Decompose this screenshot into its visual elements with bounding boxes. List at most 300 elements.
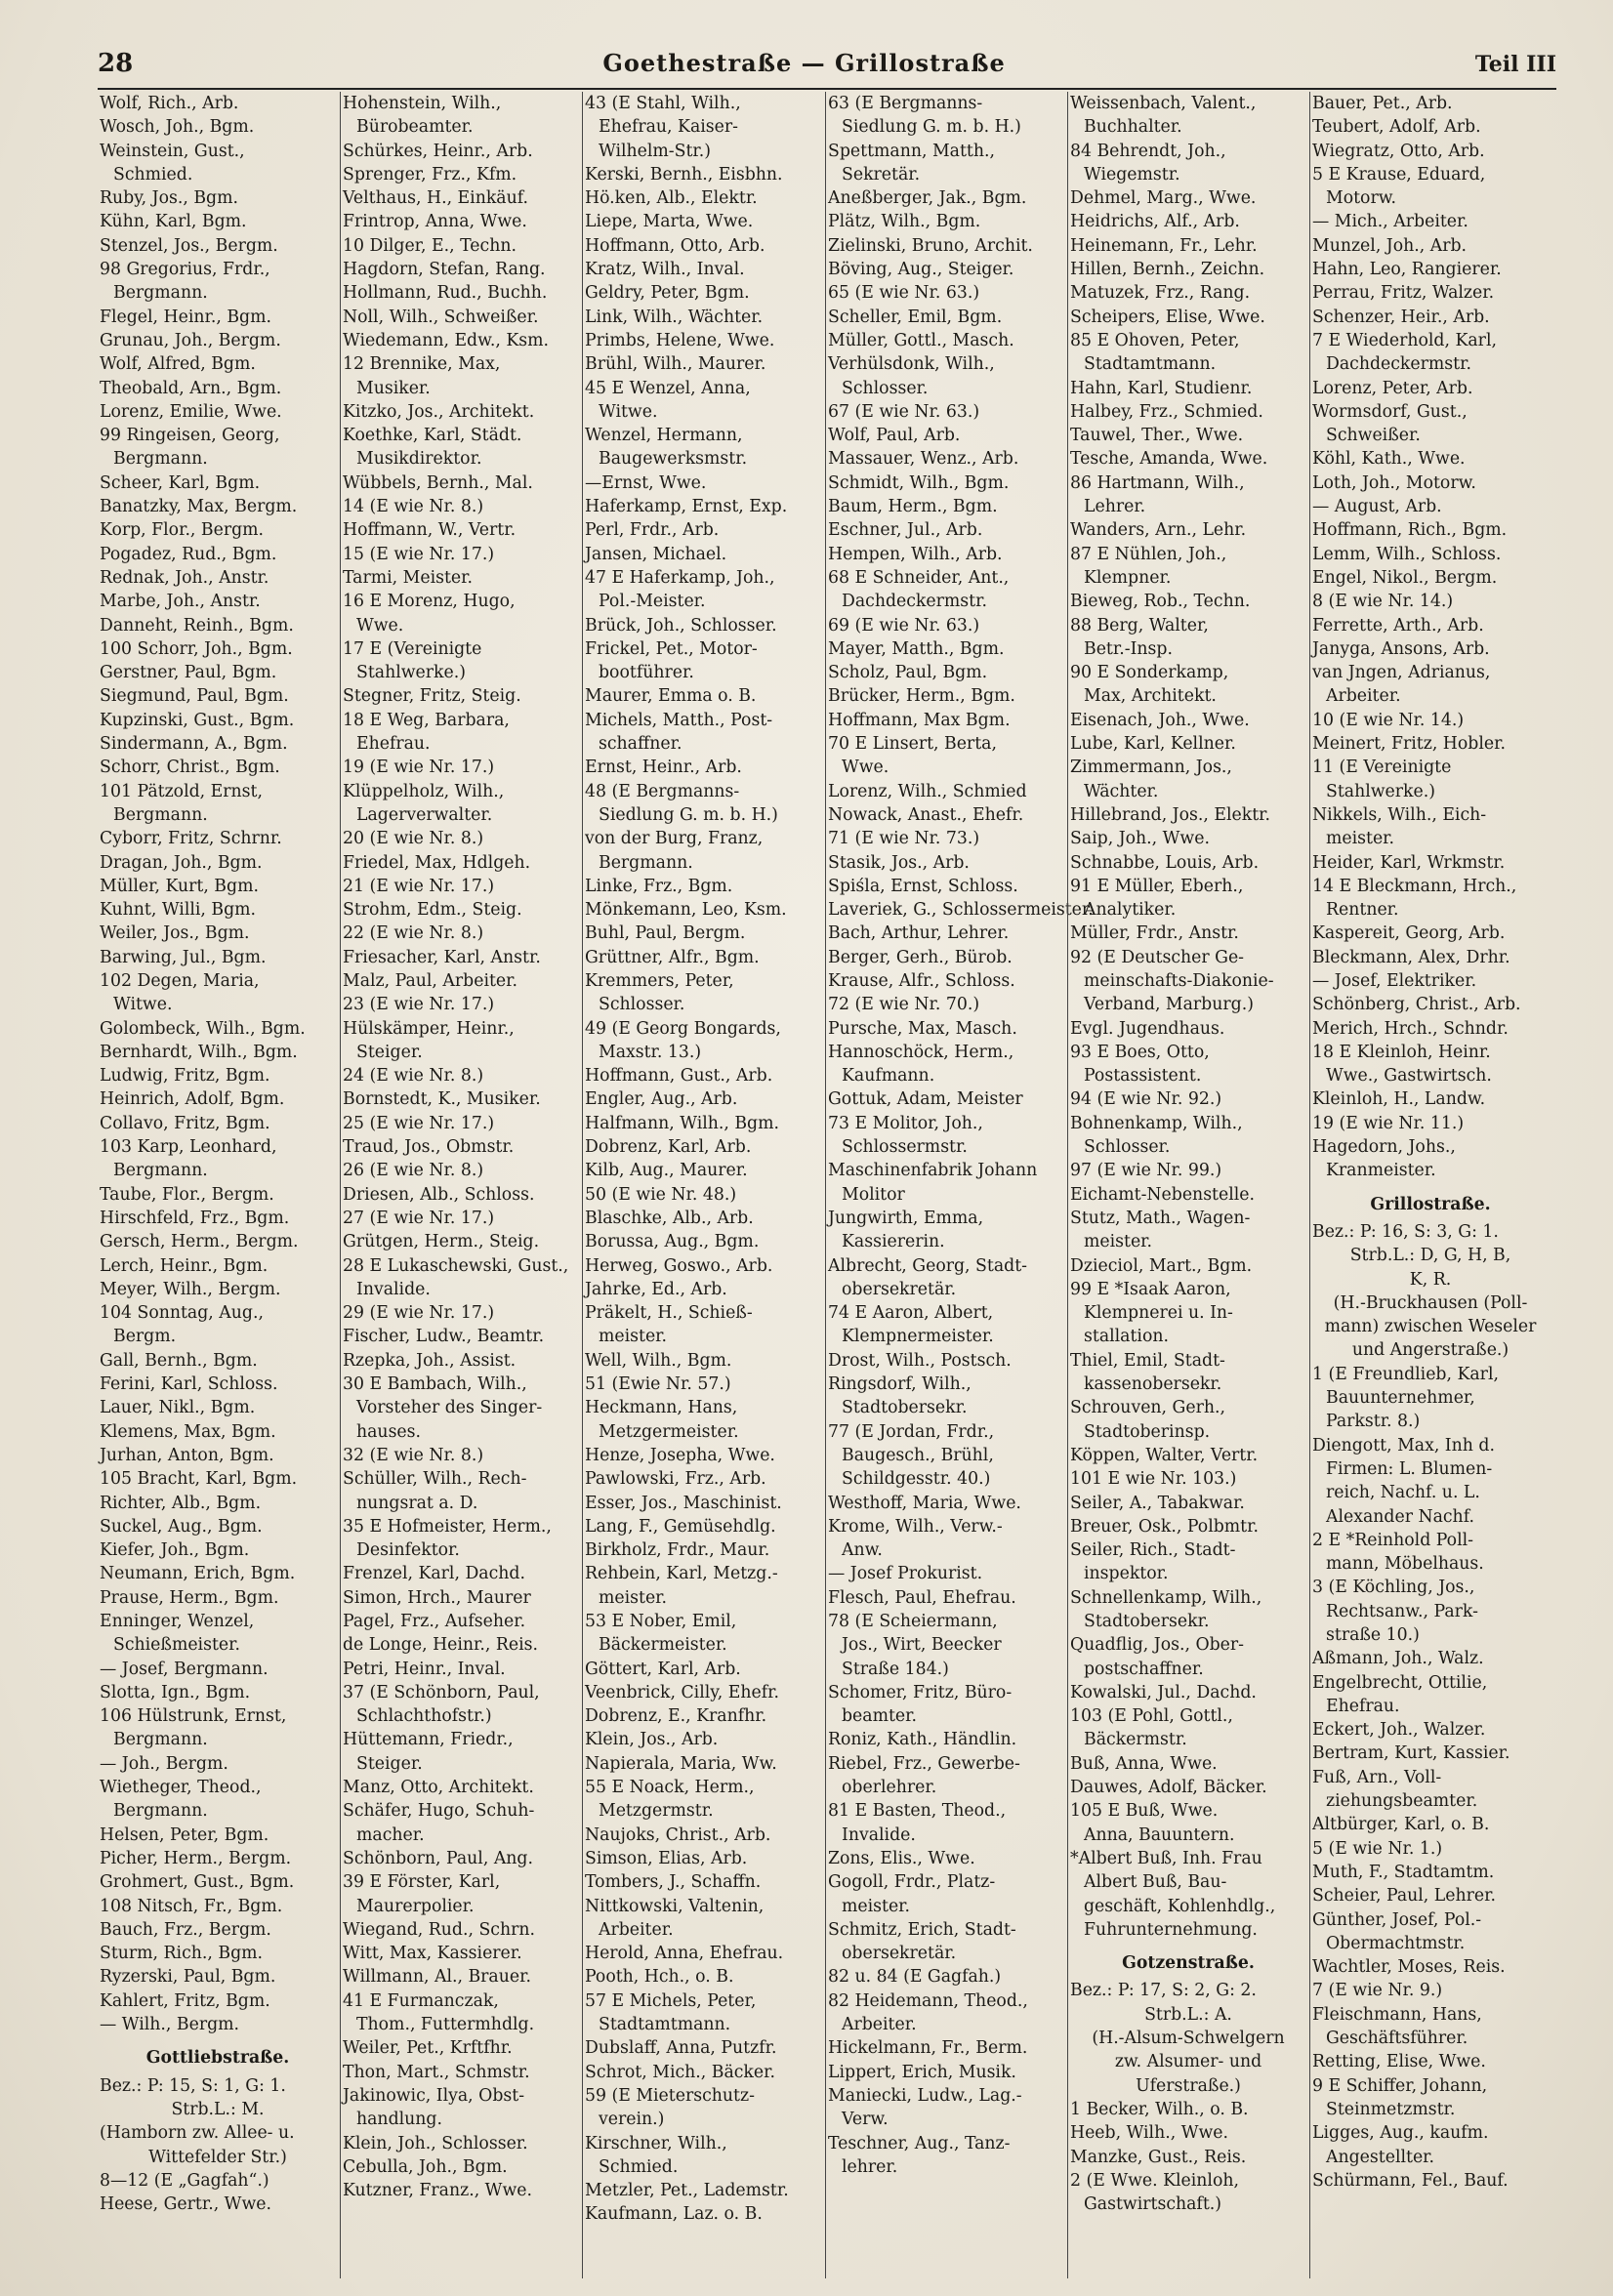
directory-entry: 55 E Noack, Herm., — [585, 1778, 755, 1798]
directory-entry: Petri, Heinr., Inval. — [343, 1659, 506, 1679]
directory-entry: Seiler, A., Tabakwar. — [1070, 1493, 1245, 1513]
directory-entry: Analytiker. — [1084, 900, 1177, 921]
directory-entry: Flegel, Heinr., Bgm. — [100, 307, 271, 327]
directory-entry: 19 (E wie Nr. 11.) — [1312, 1113, 1465, 1133]
directory-entry: meister. — [599, 1327, 668, 1347]
directory-entry: Schüller, Wilh., Rech- — [343, 1469, 527, 1490]
directory-entry: Metzler, Pet., Lademstr. — [585, 2181, 789, 2201]
directory-entry: Motorw. — [1326, 188, 1396, 209]
directory-entry: 51 (Ewie Nr. 57.) — [585, 1374, 731, 1395]
directory-entry: Schweißer. — [1326, 426, 1421, 446]
directory-entry: hauses. — [356, 1421, 422, 1442]
directory-entry: Metzgermeister. — [599, 1421, 739, 1442]
directory-entry: Dzieciol, Mart., Bgm. — [1070, 1255, 1253, 1276]
directory-entry: Schlachthofstr.) — [356, 1706, 492, 1727]
directory-entry: 1 (E Freundlieb, Karl, — [1312, 1364, 1499, 1384]
directory-entry: Eisenach, Joh., Wwe. — [1070, 710, 1250, 730]
directory-entry: Hillebrand, Jos., Elektr. — [1070, 804, 1271, 825]
directory-entry: Siedlung G. m. b. H.) — [599, 804, 778, 825]
directory-entry: Nikkels, Wilh., Eich- — [1312, 804, 1487, 825]
directory-entry: Kranmeister. — [1326, 1161, 1436, 1181]
directory-entry: Arbeiter. — [599, 1919, 674, 1940]
directory-entry: Stenzel, Jos., Bergm. — [100, 235, 278, 256]
directory-entry: Taube, Flor., Bergm. — [100, 1184, 274, 1205]
directory-entry: Thon, Mart., Schmstr. — [343, 2062, 530, 2082]
directory-entry: Wormsdorf, Gust., — [1312, 401, 1468, 422]
directory-column-1 — [98, 92, 338, 2278]
directory-entry: Müller, Frdr., Anstr. — [1070, 923, 1239, 944]
directory-entry: Loth, Joh., Motorw. — [1312, 472, 1476, 493]
directory-entry: Thom., Futtermhdlg. — [356, 2015, 535, 2035]
directory-entry: Göttert, Karl, Arb. — [585, 1659, 741, 1679]
directory-entry: Engler, Aug., Arb. — [585, 1089, 738, 1110]
directory-entry: Bernhardt, Wilh., Bgm. — [100, 1042, 298, 1062]
directory-entry: Ludwig, Fritz, Bgm. — [100, 1066, 270, 1086]
directory-entry: Danneht, Reinh., Bgm. — [100, 615, 294, 636]
directory-entry: Driesen, Alb., Schloss. — [343, 1184, 535, 1205]
directory-entry: Kerski, Bernh., Eisbhn. — [585, 164, 783, 184]
running-title-dash: — — [801, 49, 826, 77]
directory-entry: Hahn, Karl, Studienr. — [1070, 378, 1253, 398]
directory-entry: Gastwirtschaft.) — [1084, 2194, 1222, 2215]
directory-entry: Bez.: P: 15, S: 1, G: 1. — [100, 2075, 286, 2096]
directory-entry: stallation. — [1084, 1327, 1169, 1347]
directory-entry: Lorenz, Peter, Arb. — [1312, 378, 1473, 398]
directory-entry: 26 (E wie Nr. 8.) — [343, 1161, 484, 1181]
directory-entry: Schönborn, Paul, Ang. — [343, 1848, 533, 1868]
directory-entry: Invalide. — [356, 1279, 431, 1299]
directory-entry: Lorenz, Wilh., Schmied — [828, 781, 1027, 801]
directory-entry: 8 (E wie Nr. 14.) — [1312, 592, 1454, 612]
directory-entry: Bertram, Kurt, Kassier. — [1312, 1743, 1510, 1764]
directory-entry: 23 (E wie Nr. 17.) — [343, 995, 495, 1015]
directory-entry: Ehefrau, Kaiser- — [599, 117, 738, 138]
directory-entry: Pagel, Frz., Aufseher. — [343, 1612, 526, 1631]
directory-entry: Kühn, Karl, Bgm. — [100, 212, 247, 232]
directory-entry: Meinert, Fritz, Hobler. — [1312, 734, 1506, 755]
directory-entry: Uferstraße.) — [1136, 2075, 1241, 2096]
directory-entry: Ehefrau. — [1326, 1696, 1400, 1716]
directory-entry: Wachtler, Moses, Reis. — [1312, 1957, 1506, 1978]
directory-entry: 53 E Nober, Emil, — [585, 1612, 737, 1631]
directory-entry: 78 (E Scheiermann, — [828, 1612, 998, 1631]
directory-entry: Frickel, Pet., Motor- — [585, 638, 758, 659]
directory-entry: Richter, Alb., Bgm. — [100, 1493, 262, 1513]
page-number: 28 — [98, 49, 134, 78]
directory-entry: Gerstner, Paul, Bgm. — [100, 663, 277, 683]
directory-entry: Anna, Bauuntern. — [1084, 1824, 1235, 1845]
directory-entry: Fleischmann, Hans, — [1312, 2004, 1482, 2025]
directory-entry: Mönkemann, Leo, Ksm. — [585, 900, 787, 921]
directory-entry: 108 Nitsch, Fr., Bgm. — [100, 1896, 283, 1916]
directory-entry: Schlosser. — [599, 995, 685, 1015]
directory-entry: 99 E *Isaak Aaron, — [1070, 1279, 1231, 1299]
directory-entry: Neumann, Erich, Bgm. — [100, 1564, 296, 1584]
directory-entry: — August, Arb. — [1312, 497, 1442, 517]
directory-entry: Suckel, Aug., Bgm. — [100, 1516, 263, 1537]
directory-entry: Bleckmann, Alex, Drhr. — [1312, 947, 1510, 967]
directory-entry: Müller, Gottl., Masch. — [828, 330, 1014, 350]
directory-entry: Hoffmann, Otto, Arb. — [585, 235, 765, 256]
directory-entry: Rehbein, Karl, Metzg.- — [585, 1564, 778, 1584]
directory-entry: Stahlwerke.) — [1326, 781, 1435, 801]
directory-entry: Jansen, Michael. — [585, 544, 727, 564]
directory-entry: kassenobersekr. — [1084, 1374, 1222, 1395]
directory-entry: 18 E Kleinloh, Heinr. — [1312, 1042, 1491, 1062]
directory-entry: Ligges, Aug., kaufm. — [1312, 2123, 1489, 2144]
directory-entry: Westhoff, Maria, Wwe. — [828, 1493, 1021, 1513]
directory-entry: 90 E Sonderkamp, — [1070, 663, 1229, 683]
directory-entry: 84 Behrendt, Joh., — [1070, 141, 1226, 161]
directory-entry: Prause, Herm., Bgm. — [100, 1587, 279, 1608]
directory-entry: 97 (E wie Nr. 99.) — [1070, 1161, 1222, 1181]
directory-entry: Wiegratz, Otto, Arb. — [1312, 141, 1485, 161]
directory-entry: Bergmann. — [113, 1730, 208, 1750]
directory-entry: Verw. — [842, 2110, 889, 2130]
directory-entry: 21 (E wie Nr. 17.) — [343, 876, 495, 896]
directory-entry: Tarmi, Meister. — [343, 567, 473, 588]
directory-entry: Sindermann, A., Bgm. — [100, 734, 288, 755]
directory-entry: Linke, Frz., Bgm. — [585, 876, 733, 896]
directory-entry: Hohenstein, Wilh., — [343, 94, 502, 113]
directory-entry: 49 (E Georg Bongards, — [585, 1018, 781, 1039]
directory-entry: Bohnenkamp, Wilh., — [1070, 1113, 1243, 1133]
directory-entry: Grüttner, Alfr., Bgm. — [585, 947, 760, 967]
directory-entry: Weiler, Pet., Krftfhr. — [343, 2038, 513, 2059]
directory-entry: Ferini, Karl, Schloss. — [100, 1374, 278, 1395]
directory-entry: Jos., Wirt, Beecker — [842, 1635, 1002, 1656]
directory-entry: lehrer. — [842, 2156, 898, 2177]
directory-entry: Stasik, Jos., Arb. — [828, 852, 970, 873]
directory-entry: Böving, Aug., Steiger. — [828, 260, 1014, 280]
directory-entry: postschaffner. — [1084, 1659, 1204, 1679]
directory-entry: Helsen, Peter, Bgm. — [100, 1824, 269, 1845]
directory-entry: 39 E Förster, Karl, — [343, 1872, 501, 1893]
directory-entry: Bergmann. — [113, 283, 208, 304]
directory-entry: Retting, Elise, Wwe. — [1312, 2052, 1486, 2072]
directory-entry: handlung. — [356, 2110, 442, 2130]
directory-entry: 10 (E wie Nr. 14.) — [1312, 710, 1465, 730]
directory-entry: 82 u. 84 (E Gagfah.) — [828, 1967, 1002, 1988]
directory-entry: Müller, Kurt, Bgm. — [100, 876, 259, 896]
directory-entry: Thiel, Emil, Stadt- — [1070, 1350, 1225, 1371]
directory-entry: Heckmann, Hans, — [585, 1398, 738, 1418]
directory-entry: Theobald, Arn., Bgm. — [100, 378, 282, 398]
directory-entry: Schrouven, Gerh., — [1070, 1398, 1225, 1418]
directory-entry: Willmann, Al., Brauer. — [343, 1967, 531, 1988]
directory-entry: 87 E Nühlen, Joh., — [1070, 544, 1227, 564]
directory-entry: Pogadez, Rud., Bgm. — [100, 544, 277, 564]
directory-entry: Laveriek, G., Schlossermeister. — [828, 900, 1094, 921]
directory-entry: Witwe. — [599, 401, 658, 422]
directory-entry: Sprenger, Frz., Kfm. — [343, 164, 517, 184]
directory-entry: Kilb, Aug., Maurer. — [585, 1161, 748, 1181]
directory-entry: Klein, Jos., Arb. — [585, 1730, 719, 1750]
directory-entry: 7 E Wiederhold, Karl, — [1312, 330, 1497, 350]
directory-entry: Witwe. — [113, 995, 173, 1015]
directory-entry: Golombeck, Wilh., Bgm. — [100, 1018, 306, 1039]
directory-entry: 72 (E wie Nr. 70.) — [828, 995, 980, 1015]
directory-entry: Stadtamtmann. — [599, 2015, 731, 2035]
directory-entry: Verband, Marburg.) — [1084, 995, 1254, 1015]
directory-entry: Tauwel, Ther., Wwe. — [1070, 426, 1244, 446]
directory-entry: — Josef Prokurist. — [828, 1564, 983, 1584]
directory-entry: 106 Hülstrunk, Ernst, — [100, 1706, 287, 1727]
directory-entry: Seiler, Rich., Stadt- — [1070, 1540, 1236, 1561]
directory-entry: Roniz, Kath., Händlin. — [828, 1730, 1017, 1750]
street-heading: Gotzenstraße. — [1122, 1953, 1255, 1974]
directory-entry: Arbeiter. — [1326, 686, 1401, 707]
directory-entry: Baum, Herm., Bgm. — [828, 497, 998, 517]
directory-entry: Enninger, Wenzel, — [100, 1612, 255, 1631]
directory-entry: Ehefrau. — [356, 734, 431, 755]
directory-entry: beamter. — [842, 1706, 918, 1727]
directory-entry: obersekretär. — [842, 1279, 957, 1299]
directory-entry: Velthaus, H., Einkäuf. — [343, 188, 529, 209]
directory-entry: Lehrer. — [1084, 497, 1146, 517]
directory-entry: Kratz, Wilh., Inval. — [585, 260, 745, 280]
directory-entry: Pol.-Meister. — [599, 592, 706, 612]
directory-entry: Wübbels, Bernh., Mal. — [343, 472, 533, 493]
directory-entry: Lemm, Wilh., Schloss. — [1312, 544, 1502, 564]
directory-entry: Heeb, Wilh., Wwe. — [1070, 2123, 1228, 2144]
directory-entry: Bieweg, Rob., Techn. — [1070, 592, 1251, 612]
directory-entry: 57 E Michels, Peter, — [585, 1990, 757, 2011]
directory-entry: Rzepka, Joh., Assist. — [343, 1350, 517, 1371]
directory-entry: Wolf, Paul, Arb. — [828, 426, 961, 446]
directory-entry: Grütgen, Herm., Steig. — [343, 1232, 540, 1252]
directory-entry: 93 E Boes, Otto, — [1070, 1042, 1210, 1062]
directory-entry: Zielinski, Bruno, Archit. — [828, 235, 1033, 256]
directory-entry: 101 Pätzold, Ernst, — [100, 781, 263, 801]
directory-entry: Strb.L.: D, G, H, B, — [1349, 1246, 1511, 1266]
directory-entry: — Josef, Bergmann. — [100, 1659, 269, 1679]
directory-entry: Arbeiter. — [842, 2015, 917, 2035]
directory-entry: Heider, Karl, Wrkmstr. — [1312, 852, 1506, 873]
directory-entry: 16 E Morenz, Hugo, — [343, 592, 516, 612]
directory-entry: 88 Berg, Walter, — [1070, 615, 1209, 636]
directory-entry: Rentner. — [1326, 900, 1399, 921]
directory-entry: 28 E Lukaschewski, Gust., — [343, 1255, 569, 1276]
directory-entry: Pooth, Hch., o. B. — [585, 1967, 734, 1988]
directory-entry: Teschner, Aug., Tanz- — [828, 2133, 1011, 2153]
directory-entry: Plätz, Wilh., Bgm. — [828, 212, 981, 232]
directory-entry: Bergmann. — [113, 1161, 208, 1181]
directory-entry: von der Burg, Franz, — [585, 829, 764, 849]
directory-entry: Firmen: L. Blumen- — [1326, 1458, 1493, 1479]
directory-entry: Ferrette, Arth., Arb. — [1312, 615, 1484, 636]
directory-entry: Hempen, Wilh., Arb. — [828, 544, 1003, 564]
directory-entry: Dragan, Joh., Bgm. — [100, 852, 263, 873]
directory-entry: 48 (E Bergmanns- — [585, 781, 740, 801]
directory-entry: Schenzer, Heir., Arb. — [1312, 307, 1490, 327]
directory-entry: 25 (E wie Nr. 17.) — [343, 1113, 495, 1133]
directory-entry: Angestellter. — [1326, 2147, 1435, 2167]
directory-entry: Schnellenkamp, Wilh., — [1070, 1587, 1262, 1608]
directory-entry: 50 (E wie Nr. 48.) — [585, 1184, 737, 1205]
directory-entry: Wiedemann, Edw., Ksm. — [343, 330, 549, 350]
directory-entry: Schorr, Christ., Bgm. — [100, 758, 280, 778]
directory-entry: Maurer, Emma o. B. — [585, 686, 757, 707]
directory-entry: Straße 184.) — [842, 1659, 949, 1679]
directory-column-2 — [340, 92, 581, 2278]
directory-entry: zw. Alsumer- und — [1114, 2052, 1262, 2072]
directory-entry: Musikdirektor. — [356, 449, 482, 470]
directory-entry: 91 E Müller, Eberh., — [1070, 876, 1244, 896]
directory-entry: Scheller, Emil, Bgm. — [828, 307, 1003, 327]
directory-entry: Brück, Joh., Schlosser. — [585, 615, 777, 636]
directory-entry: Schönberg, Christ., Arb. — [1312, 995, 1521, 1015]
directory-entry: 99 Ringeisen, Georg, — [100, 426, 280, 446]
directory-entry: Klempnerei u. In- — [1084, 1303, 1233, 1324]
directory-entry: Weinstein, Gust., — [100, 141, 245, 161]
directory-entry: Frintrop, Anna, Wwe. — [343, 212, 527, 232]
directory-entry: Krome, Wilh., Verw.- — [828, 1516, 1003, 1537]
directory-entry: reich, Nachf. u. L. — [1326, 1483, 1480, 1503]
directory-entry: Ringsdorf, Wilh., — [828, 1374, 972, 1395]
directory-entry: Riebel, Frz., Gewerbe- — [828, 1753, 1020, 1774]
directory-entry: 94 (E wie Nr. 92.) — [1070, 1089, 1222, 1110]
directory-entry: (Hamborn zw. Allee- u. — [100, 2123, 295, 2144]
directory-entry: (H.-Bruckhausen (Poll- — [1333, 1292, 1528, 1313]
directory-entry: Gottuk, Adam, Meister — [828, 1089, 1023, 1110]
directory-entry: 9 E Schiffer, Johann, — [1312, 2075, 1488, 2096]
directory-entry: Krause, Alfr., Schloss. — [828, 970, 1015, 991]
directory-entry: inspektor. — [1084, 1564, 1169, 1584]
directory-entry: Hagdorn, Stefan, Rang. — [343, 260, 546, 280]
directory-entry: Meyer, Wilh., Bergm. — [100, 1279, 281, 1299]
directory-entry: Lagerverwalter. — [356, 804, 493, 825]
directory-entry: Stutz, Math., Wagen- — [1070, 1208, 1251, 1228]
directory-entry: Saip, Joh., Wwe. — [1070, 829, 1210, 849]
directory-entry: Korp, Flor., Bergm. — [100, 520, 265, 541]
directory-entry: — Wilh., Bergm. — [100, 2015, 240, 2035]
directory-entry: Well, Wilh., Bgm. — [585, 1350, 732, 1371]
directory-entry: und Angerstraße.) — [1351, 1340, 1510, 1361]
directory-entry: 68 E Schneider, Ant., — [828, 567, 1010, 588]
directory-entry: 32 (E wie Nr. 8.) — [343, 1445, 484, 1465]
directory-entry: Kutzner, Franz., Wwe. — [343, 2181, 532, 2201]
directory-entry: 59 (E Mieterschutz- — [585, 2085, 755, 2106]
directory-entry: 11 (E Vereinigte — [1312, 758, 1452, 778]
directory-entry: 8—12 (E „Gagfah“.) — [100, 2170, 269, 2191]
directory-entry: Schrot, Mich., Bäcker. — [585, 2062, 775, 2082]
directory-entry: meister. — [599, 1587, 668, 1608]
directory-entry: Weissenbach, Valent., — [1070, 94, 1257, 113]
directory-entry: Kleinloh, H., Landw. — [1312, 1089, 1486, 1110]
directory-entry: Bergm. — [113, 1327, 177, 1347]
directory-entry: Koethke, Karl, Städt. — [343, 426, 522, 446]
directory-entry: Schießmeister. — [113, 1635, 240, 1656]
directory-entry: Jurhan, Anton, Bgm. — [100, 1445, 274, 1465]
directory-entry: Friesacher, Karl, Anstr. — [343, 947, 541, 967]
directory-entry: Dauwes, Adolf, Bäcker. — [1070, 1778, 1267, 1798]
directory-entry: Manz, Otto, Architekt. — [343, 1778, 534, 1798]
directory-entry: Eichamt-Nebenstelle. — [1070, 1184, 1256, 1205]
directory-entry: Nittkowski, Valtenin, — [585, 1896, 765, 1916]
directory-entry: Simson, Elias, Arb. — [585, 1848, 748, 1868]
directory-entry: Naujoks, Christ., Arb. — [585, 1824, 771, 1845]
directory-entry: 3 (E Köchling, Jos., — [1312, 1578, 1475, 1598]
directory-entry: Maniecki, Ludw., Lag.- — [828, 2085, 1022, 2106]
directory-entry: Massauer, Wenz., Arb. — [828, 449, 1019, 470]
directory-entry: Pursche, Max, Masch. — [828, 1018, 1017, 1039]
directory-entry: Scheipers, Elise, Wwe. — [1070, 307, 1265, 327]
directory-entry: 81 E Basten, Theod., — [828, 1801, 1007, 1822]
directory-entry: Perrau, Fritz, Walzer. — [1312, 283, 1495, 304]
directory-entry: nungsrat a. D. — [356, 1493, 478, 1513]
directory-entry: Engel, Nikol., Bergm. — [1312, 567, 1498, 588]
directory-entry: Gogoll, Frdr., Platz- — [828, 1872, 996, 1893]
directory-entry: Invalide. — [842, 1824, 916, 1845]
directory-entry: meister. — [1084, 1232, 1153, 1252]
directory-entry: Herold, Anna, Ehefrau. — [585, 1944, 784, 1964]
directory-entry: Veenbrick, Cilly, Ehefr. — [585, 1682, 779, 1702]
directory-entry: Schmied. — [599, 2156, 679, 2177]
directory-entry: Maschinenfabrik Johann — [828, 1161, 1038, 1181]
directory-entry: Blaschke, Alb., Arb. — [585, 1208, 754, 1228]
directory-entry: Primbs, Helene, Wwe. — [585, 330, 775, 350]
directory-entry: Henze, Josepha, Wwe. — [585, 1445, 775, 1465]
directory-entry: Haferkamp, Ernst, Exp. — [585, 497, 788, 517]
directory-entry: 105 E Buß, Wwe. — [1070, 1801, 1219, 1822]
directory-entry: 10 Dilger, E., Techn. — [343, 235, 517, 256]
directory-entry: Wosch, Joh., Bgm. — [100, 117, 255, 138]
directory-entry: 15 (E wie Nr. 17.) — [343, 544, 495, 564]
directory-entry: Stadtobersekr. — [1084, 1612, 1210, 1631]
directory-entry: Gall, Bernh., Bgm. — [100, 1350, 258, 1371]
directory-entry: Wanders, Arn., Lehr. — [1070, 520, 1247, 541]
directory-entry: Hoffmann, Rich., Bgm. — [1312, 520, 1508, 541]
directory-entry: bootführer. — [599, 663, 694, 683]
directory-entry: Sturm, Rich., Bgm. — [100, 1944, 264, 1964]
directory-entry: Stadtoberinsp. — [1084, 1421, 1211, 1442]
directory-entry: Wittefelder Str.) — [148, 2147, 287, 2167]
directory-entry: Wilhelm-Str.) — [599, 141, 712, 161]
directory-entry: Picher, Herm., Bergm. — [100, 1848, 292, 1868]
directory-entry: Munzel, Joh., Arb. — [1312, 235, 1468, 256]
directory-entry: Desinfektor. — [356, 1540, 460, 1561]
directory-entry: schaffner. — [599, 734, 682, 755]
directory-entry: 24 (E wie Nr. 8.) — [343, 1066, 484, 1086]
directory-entry: Traud, Jos., Obmstr. — [343, 1137, 515, 1158]
directory-entry: Fischer, Ludw., Beamtr. — [343, 1327, 545, 1347]
directory-entry: 2 E *Reinhold Poll- — [1312, 1530, 1473, 1550]
directory-entry: Wolf, Alfred, Bgm. — [100, 354, 256, 375]
directory-entry: Zons, Elis., Wwe. — [828, 1848, 975, 1868]
directory-entry: Jungwirth, Emma, — [828, 1208, 984, 1228]
directory-entry: Wietheger, Theod., — [100, 1778, 262, 1798]
directory-entry: Slotta, Ign., Bgm. — [100, 1682, 251, 1702]
directory-entry: mann, Möbelhaus. — [1326, 1554, 1484, 1575]
directory-entry: — Joh., Bergm. — [100, 1753, 228, 1774]
directory-entry: Buhl, Paul, Bergm. — [585, 923, 746, 944]
directory-entry: Bergmann. — [113, 449, 208, 470]
directory-entry: Diengott, Max, Inh d. — [1312, 1435, 1495, 1456]
directory-entry: Albert Buß, Bau- — [1084, 1872, 1227, 1893]
directory-entry: Halfmann, Wilh., Bgm. — [585, 1113, 779, 1133]
directory-entry: de Longe, Heinr., Reis. — [343, 1635, 538, 1656]
directory-entry: Kitzko, Jos., Architekt. — [343, 401, 535, 422]
directory-entry: 85 E Ohoven, Peter, — [1070, 330, 1240, 350]
directory-entry: Brühl, Wilh., Maurer. — [585, 354, 766, 375]
directory-entry: Janyga, Ansons, Arb. — [1312, 638, 1490, 659]
directory-entry: Stadtamtmann. — [1084, 354, 1217, 375]
directory-entry: Matuzek, Frz., Rang. — [1070, 283, 1251, 304]
directory-entry: 29 (E wie Nr. 17.) — [343, 1303, 495, 1324]
directory-entry: 18 E Weg, Barbara, — [343, 710, 510, 730]
directory-entry: Tesche, Amanda, Wwe. — [1070, 449, 1268, 470]
